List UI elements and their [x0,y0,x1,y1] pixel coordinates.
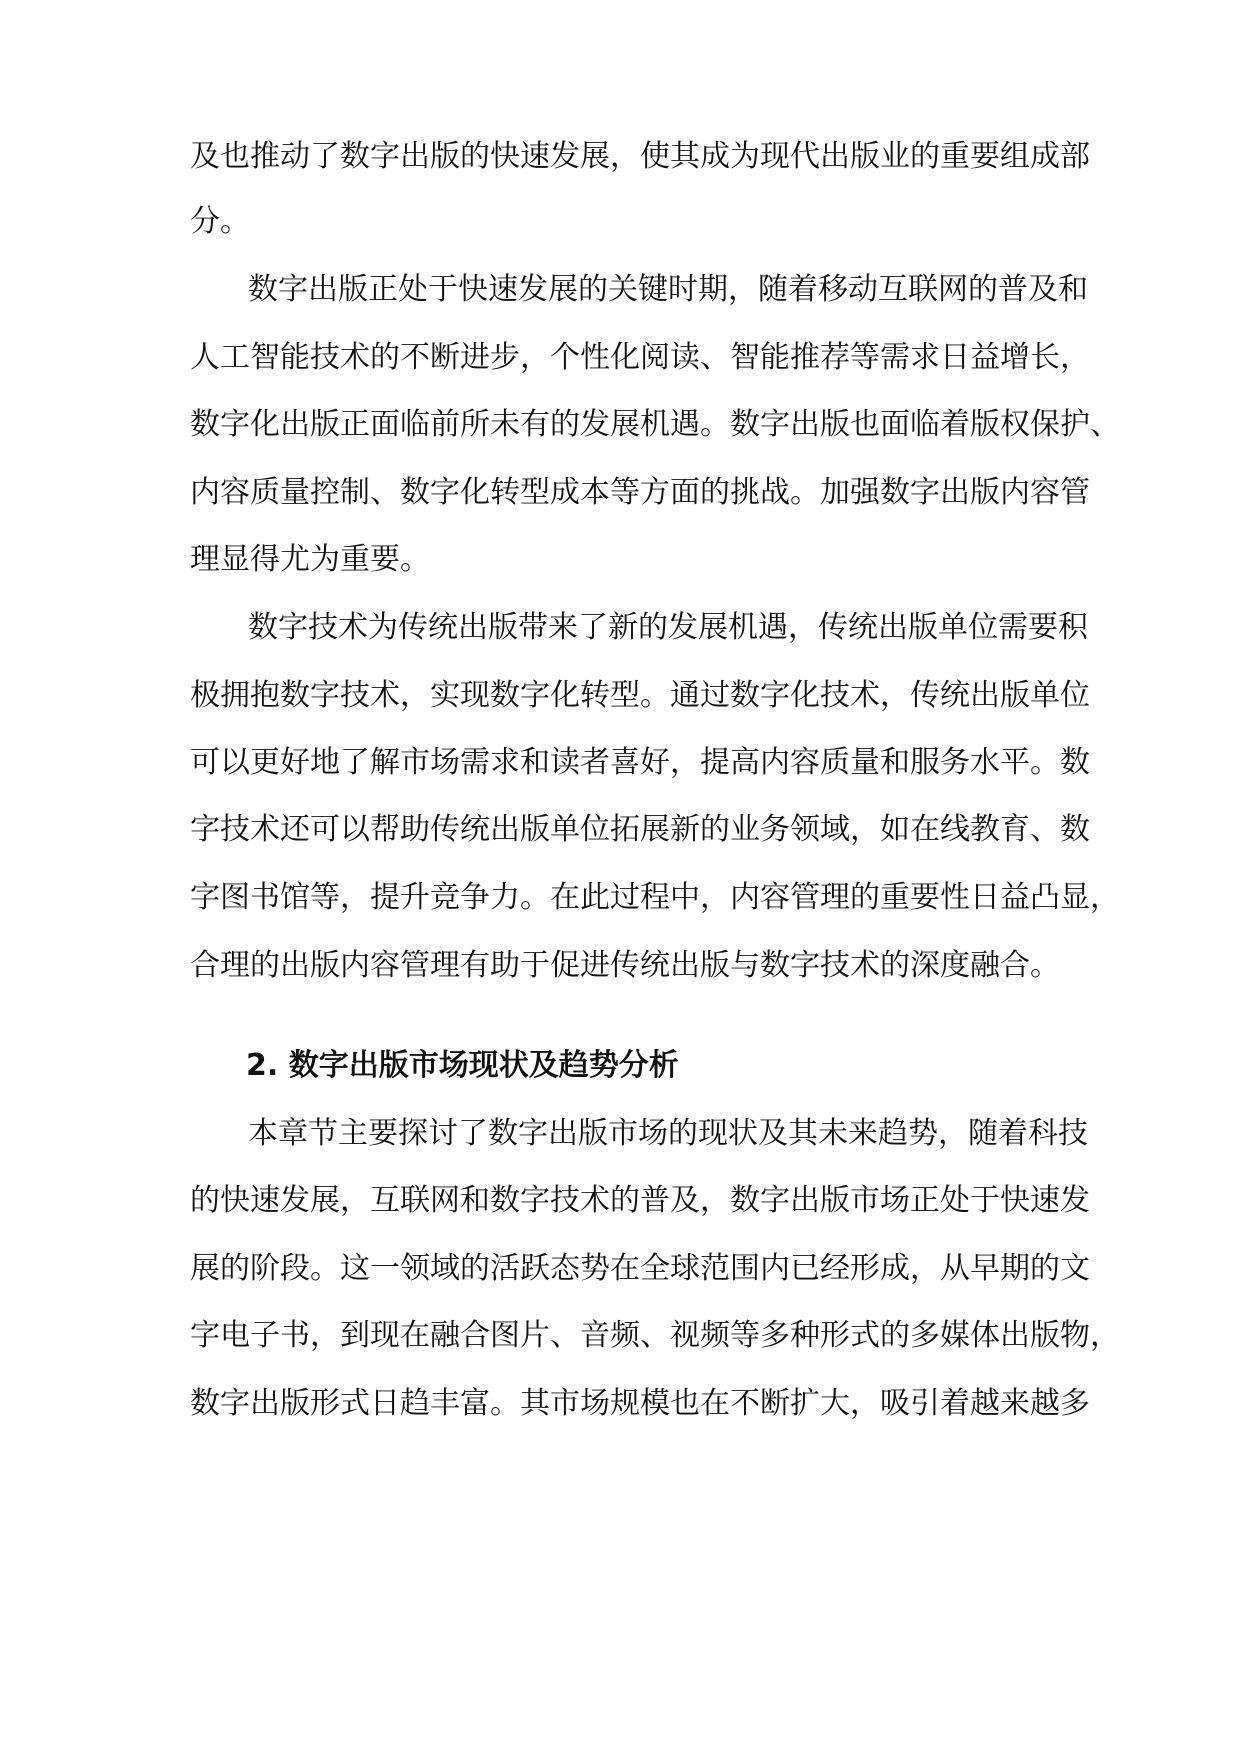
paragraph-2-line-3: 数字化出版正面临前所未有的发展机遇。数字出版也面临着版权保护、 [190,407,1120,442]
paragraph-3-line-1: 数字技术为传统出版带来了新的发展机遇，传统出版单位需要积 [248,610,1088,645]
paragraph-1-line-2: 分。 [190,204,250,239]
paragraph-3-line-4: 字技术还可以帮助传统出版单位拓展新的业务领域，如在线教育、数 [190,812,1090,847]
paragraph-4-line-4: 字电子书，到现在融合图片、音频、视频等多种形式的多媒体出版物， [190,1318,1120,1353]
section-heading: 2. 数字出版市场现状及趋势分析 [246,1048,679,1083]
paragraph-2-line-1: 数字出版正处于快速发展的关键时期，随着移动互联网的普及和 [248,272,1088,307]
paragraph-3-line-5: 字图书馆等，提升竞争力。在此过程中，内容管理的重要性日益凸显， [190,880,1120,915]
paragraph-3-line-2: 极拥抱数字技术，实现数字化转型。通过数字化技术，传统出版单位 [190,678,1090,713]
paragraph-4-line-2: 的快速发展，互联网和数字技术的普及，数字出版市场正处于快速发 [190,1183,1090,1218]
paragraph-4-line-1: 本章节主要探讨了数字出版市场的现状及其未来趋势，随着科技 [248,1116,1088,1151]
paragraph-3-line-6: 合理的出版内容管理有助于促进传统出版与数字技术的深度融合。 [190,948,1060,983]
paragraph-1-line-1: 及也推动了数字出版的快速发展，使其成为现代出版业的重要组成部 [190,139,1090,174]
paragraph-2-line-2: 人工智能技术的不断进步，个性化阅读、智能推荐等需求日益增长， [190,340,1090,375]
paragraph-2-line-4: 内容质量控制、数字化转型成本等方面的挑战。加强数字出版内容管 [190,475,1090,510]
paragraph-2-line-5: 理显得尤为重要。 [190,542,430,577]
paragraph-4-line-5: 数字出版形式日趋丰富。其市场规模也在不断扩大，吸引着越来越多 [190,1386,1090,1421]
paragraph-4-line-3: 展的阶段。这一领域的活跃态势在全球范围内已经形成，从早期的文 [190,1251,1090,1286]
paragraph-3-line-3: 可以更好地了解市场需求和读者喜好，提高内容质量和服务水平。数 [190,745,1090,780]
